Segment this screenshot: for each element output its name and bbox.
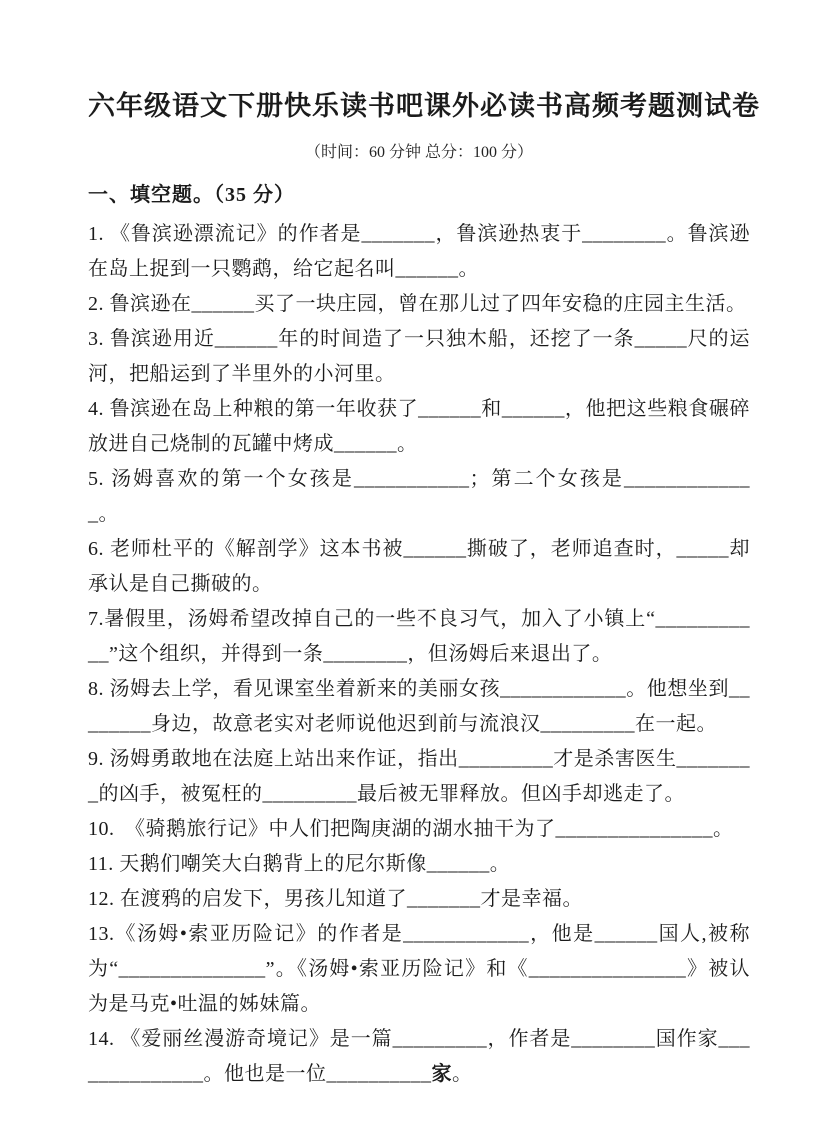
- question-text: 13.《汤姆•索亚历险记》的作者是____________，他是______国人,被称为“______________”。《汤姆•索亚历险记》和《_______________》被认为是马克•吐温的姊妹篇。: [88, 923, 750, 1015]
- question-text: 10. 《骑鹅旅行记》中人们把陶庚湖的湖水抽干为了_______________。: [88, 818, 734, 840]
- question-10: [88, 812, 750, 847]
- question-2: [88, 287, 750, 322]
- question-4: [88, 392, 750, 462]
- question-text: 3. 鲁滨逊用近______年的时间造了一只独木船，还挖了一条_____尺的运河，把船运到了半里外的小河里。: [88, 328, 750, 385]
- question-text: 5. 汤姆喜欢的第一个女孩是___________；第二个女孩是_____________。: [88, 468, 750, 525]
- question-text: 6. 老师杜平的《解剖学》这本书被______撕破了，老师追查时，_____却承认是自己撕破的。: [88, 538, 750, 595]
- question-text: 9. 汤姆勇敢地在法庭上站出来作证，指出_________才是杀害医生________的凶手，被冤枉的_________最后被无罪释放。但凶手却逃走了。: [88, 748, 750, 805]
- question-12: [88, 882, 750, 917]
- question-13: [88, 917, 750, 1022]
- question-text: 4. 鲁滨逊在岛上种粮的第一年收获了______和______，他把这些粮食碾碎放进自己烧制的瓦罐中烤成______。: [88, 398, 750, 455]
- question-7: [88, 602, 750, 672]
- question-3: [88, 322, 750, 392]
- question-11: [88, 847, 750, 882]
- question-tail-text: 。: [452, 1063, 473, 1085]
- question-9: [88, 742, 750, 812]
- question-1: [88, 217, 750, 287]
- question-text: 11. 天鹅们嘲笑大白鹅背上的尼尔斯像______。: [88, 853, 511, 875]
- section-heading: 一、填空题。（35 分）: [88, 184, 295, 206]
- question-14: [88, 1022, 750, 1092]
- question-text: 1. 《鲁滨逊漂流记》的作者是_______，鲁滨逊热衷于________。鲁滨逊在岛上捉到一只鹦鹉，给它起名叫______。: [88, 223, 750, 280]
- question-text: 8. 汤姆去上学，看见课室坐着新来的美丽女孩____________。他想坐到________身边，故意老实对老师说他迟到前与流浪汉_________在一起。: [88, 678, 750, 735]
- exam-info: （时间：60 分钟 总分：100 分）: [304, 144, 533, 161]
- question-text: 2. 鲁滨逊在______买了一块庄园，曾在那儿过了四年安稳的庄园主生活。: [88, 293, 747, 315]
- question-6: [88, 532, 750, 602]
- question-text: 7.暑假里，汤姆希望改掉自己的一些不良习气，加入了小镇上“___________”这个组织，并得到一条________，但汤姆后来退出了。: [88, 608, 750, 665]
- document-title: 六年级语文下册快乐读书吧课外必读书高频考题测试卷: [88, 91, 760, 121]
- question-text: 14. 《爱丽丝漫游奇境记》是一篇_________，作者是________国作家______________。他也是一位__________: [88, 1028, 750, 1085]
- question-5: [88, 462, 750, 532]
- question-8: [88, 672, 750, 742]
- question-list: [88, 217, 750, 1092]
- question-bold-text: 家: [431, 1063, 452, 1085]
- question-text: 12. 在渡鸦的启发下，男孩儿知道了_______才是幸福。: [88, 888, 583, 910]
